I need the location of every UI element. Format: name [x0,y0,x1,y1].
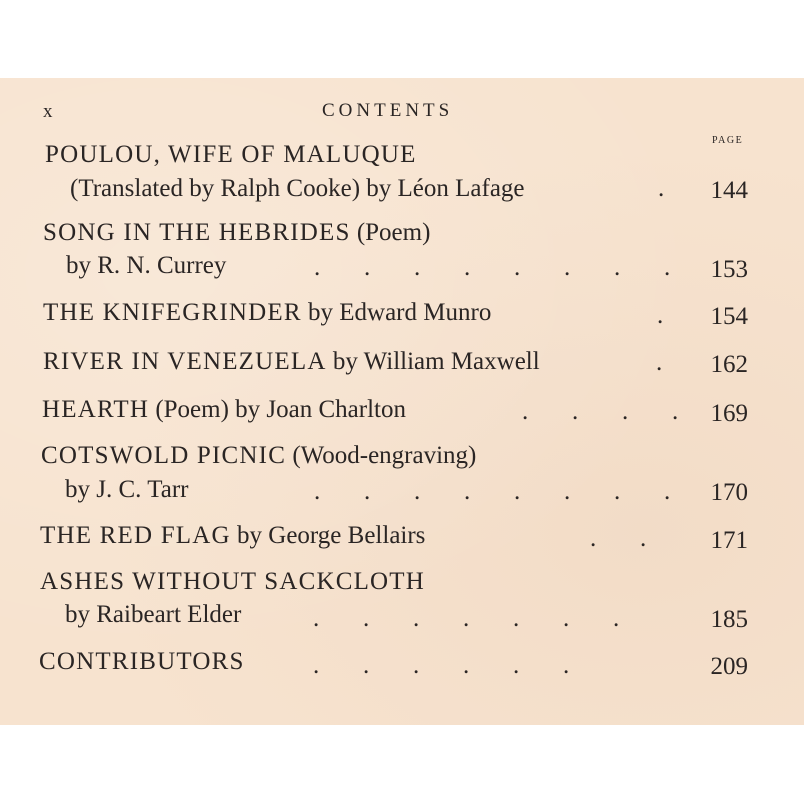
page-folio: x [43,101,53,122]
entry-leader: . [656,349,663,376]
entry-page-number: 209 [710,653,748,680]
entry-title-line [43,348,540,376]
entry-leader: . . . . . . . . [314,478,671,505]
entry-page-number: 169 [710,400,748,427]
entry-title: THE KNIFEGRINDER [43,299,302,326]
entry-title-line [42,396,406,424]
entry-title: CONTRIBUTORS [39,648,245,675]
book-page [0,78,804,725]
entry-title-line [41,442,476,470]
entry-page-number: 170 [710,479,748,506]
page-column-label: PAGE [712,135,744,146]
contents-heading: CONTENTS [322,100,454,121]
entry-byline: by R. N. Currey [66,252,227,279]
entry-leader: . . . . . . [313,652,570,679]
entry-title: SONG IN THE HEBRIDES [43,219,351,246]
entry-leader: . . [590,525,647,552]
entry-title: RIVER IN VENEZUELA [43,348,327,375]
entry-title-note: (Poem) [356,219,431,246]
entry-title-note: (Poem) by Joan Charlton [155,396,406,423]
entry-title: HEARTH [42,396,150,423]
entry-byline: by Raibeart Elder [65,601,242,628]
entry-title: COTSWOLD PICNIC [41,442,287,469]
entry-title: ASHES WITHOUT SACKCLOTH [40,568,426,595]
entry-page-number: 144 [710,177,748,204]
entry-title: POULOU, WIFE OF MALUQUE [45,141,417,168]
entry-byline: by George Bellairs [237,522,426,549]
entry-page-number: 162 [710,351,748,378]
entry-byline: by William Maxwell [332,348,540,375]
entry-page-number: 154 [710,303,748,330]
entry-title-note: (Wood-engraving) [292,442,477,469]
entry-title-line [43,299,491,327]
entry-byline: by J. C. Tarr [65,476,189,503]
entry-title-line [40,522,425,550]
entry-page-number: 171 [710,527,748,554]
entry-leader: . . . . . . . . [314,254,671,281]
entry-byline: by Edward Munro [308,299,492,326]
entry-page-number: 153 [710,256,748,283]
entry-page-number: 185 [710,606,748,633]
entry-leader: . [657,302,664,329]
entry-byline: (Translated by Ralph Cooke) by Léon Lafage [70,175,525,202]
entry-leader: . . . . . . . [313,605,620,632]
entry-title: THE RED FLAG [40,522,231,549]
entry-leader: . . . . [522,398,679,425]
entry-leader: . [658,175,665,202]
entry-title-line [43,219,430,247]
